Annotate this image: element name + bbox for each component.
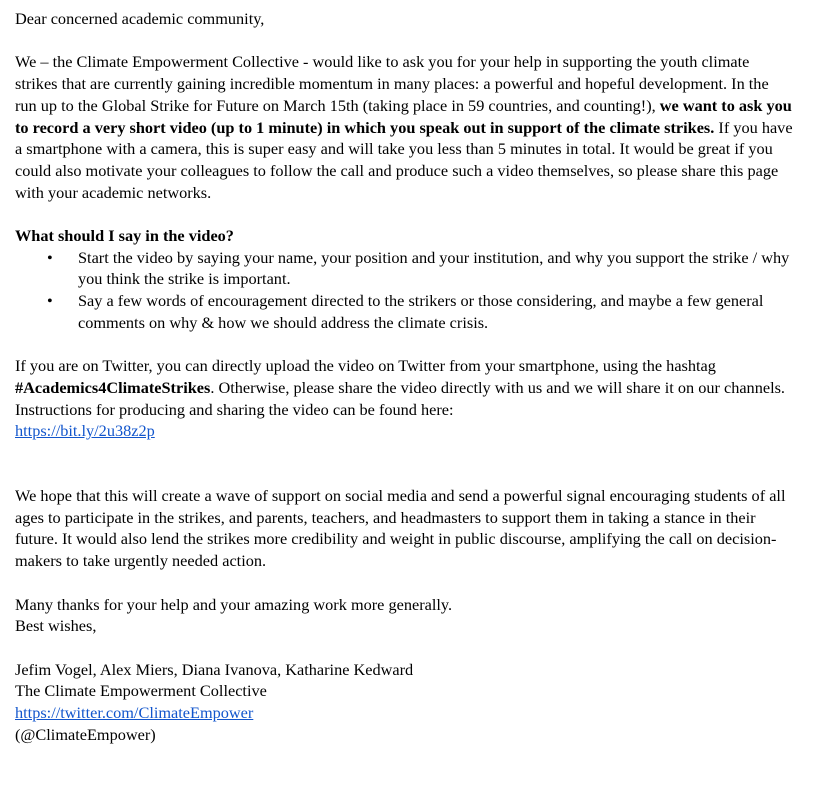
- list-item: [15, 290, 794, 333]
- signature-names: Jefim Vogel, Alex Miers, Diana Ivanova, Katharine Kedward: [15, 659, 414, 679]
- twitter-paragraph: [15, 355, 794, 420]
- greeting: Dear concerned academic community,: [15, 9, 265, 28]
- spacer: [15, 637, 794, 659]
- spacer: [15, 30, 794, 52]
- instructions-link-line: [15, 420, 794, 442]
- intro-paragraph: [15, 51, 794, 203]
- signature-handle: (@ClimateEmpower): [15, 724, 156, 744]
- wishes-line: Best wishes,: [15, 616, 97, 636]
- spacer: [15, 442, 794, 485]
- instructions-link[interactable]: https://bit.ly/2u38z2p: [15, 421, 155, 441]
- instructions-list: [15, 247, 794, 334]
- thanks-line: Many thanks for your help and your amazing work more generally.: [15, 594, 453, 614]
- signature-link-line: [15, 702, 794, 724]
- intro-bold-request: we want to ask you to record a very short video (up to 1 minute) in which you speak out in support of the climate strikes.: [15, 95, 792, 137]
- list-item-text: Start the video by saying your name, your position and your institution, and why you support the strike / why you think the strike is important.: [78, 247, 790, 289]
- twitter-profile-link[interactable]: https://twitter.com/ClimateEmpower: [15, 703, 254, 723]
- twitter-text-2: . Otherwise, please share the video directly with us and we will share it on our channels. Instructions for producing and sharing the video can be found here:: [15, 377, 785, 419]
- intro-text-1: We – the Climate Empowerment Collective - would like to ask you for your help in supporting the youth climate strikes that are currently gaining incredible momentum in many places: a powerful and hopeful development. In the run up to the Global Strike for Future on March 15th (taking place in 59 countries, and counting!),: [15, 52, 769, 115]
- bullet-icon: •: [47, 291, 53, 311]
- question-heading-text: What should I say in the video?: [15, 226, 234, 245]
- list-item: [15, 247, 794, 290]
- hope-paragraph: We hope that this will create a wave of support on social media and send a powerful signal encouraging students of all ages to participate in the strikes, and parents, teachers, and headmasters to support them in taking a stance in their future. It would also lend the strikes more credibility and weight in public discourse, amplifying the call on decision-makers to take urgently needed action.: [15, 486, 786, 571]
- spacer: [15, 203, 794, 225]
- twitter-text-1: If you are on Twitter, you can directly upload the video on Twitter from your smartphone, using the hashtag: [15, 356, 716, 376]
- list-item-text: Say a few words of encouragement directed to the strikers or those considering, and maybe a few general comments on why & how we should address the climate crisis.: [78, 291, 764, 332]
- spacer: [15, 334, 794, 356]
- bullet-icon: •: [47, 247, 53, 267]
- hashtag: #Academics4ClimateStrikes: [15, 377, 211, 397]
- signature-org: The Climate Empowerment Collective: [15, 681, 267, 701]
- question-heading: [15, 225, 794, 247]
- intro-text-2: If you have a smartphone with a camera, this is super easy and will take you less than 5 minutes in total. It would be great if you could also motivate your colleagues to follow the call and produce such a video themselves, so please share this page with your academic networks.: [15, 117, 793, 202]
- spacer: [15, 572, 794, 594]
